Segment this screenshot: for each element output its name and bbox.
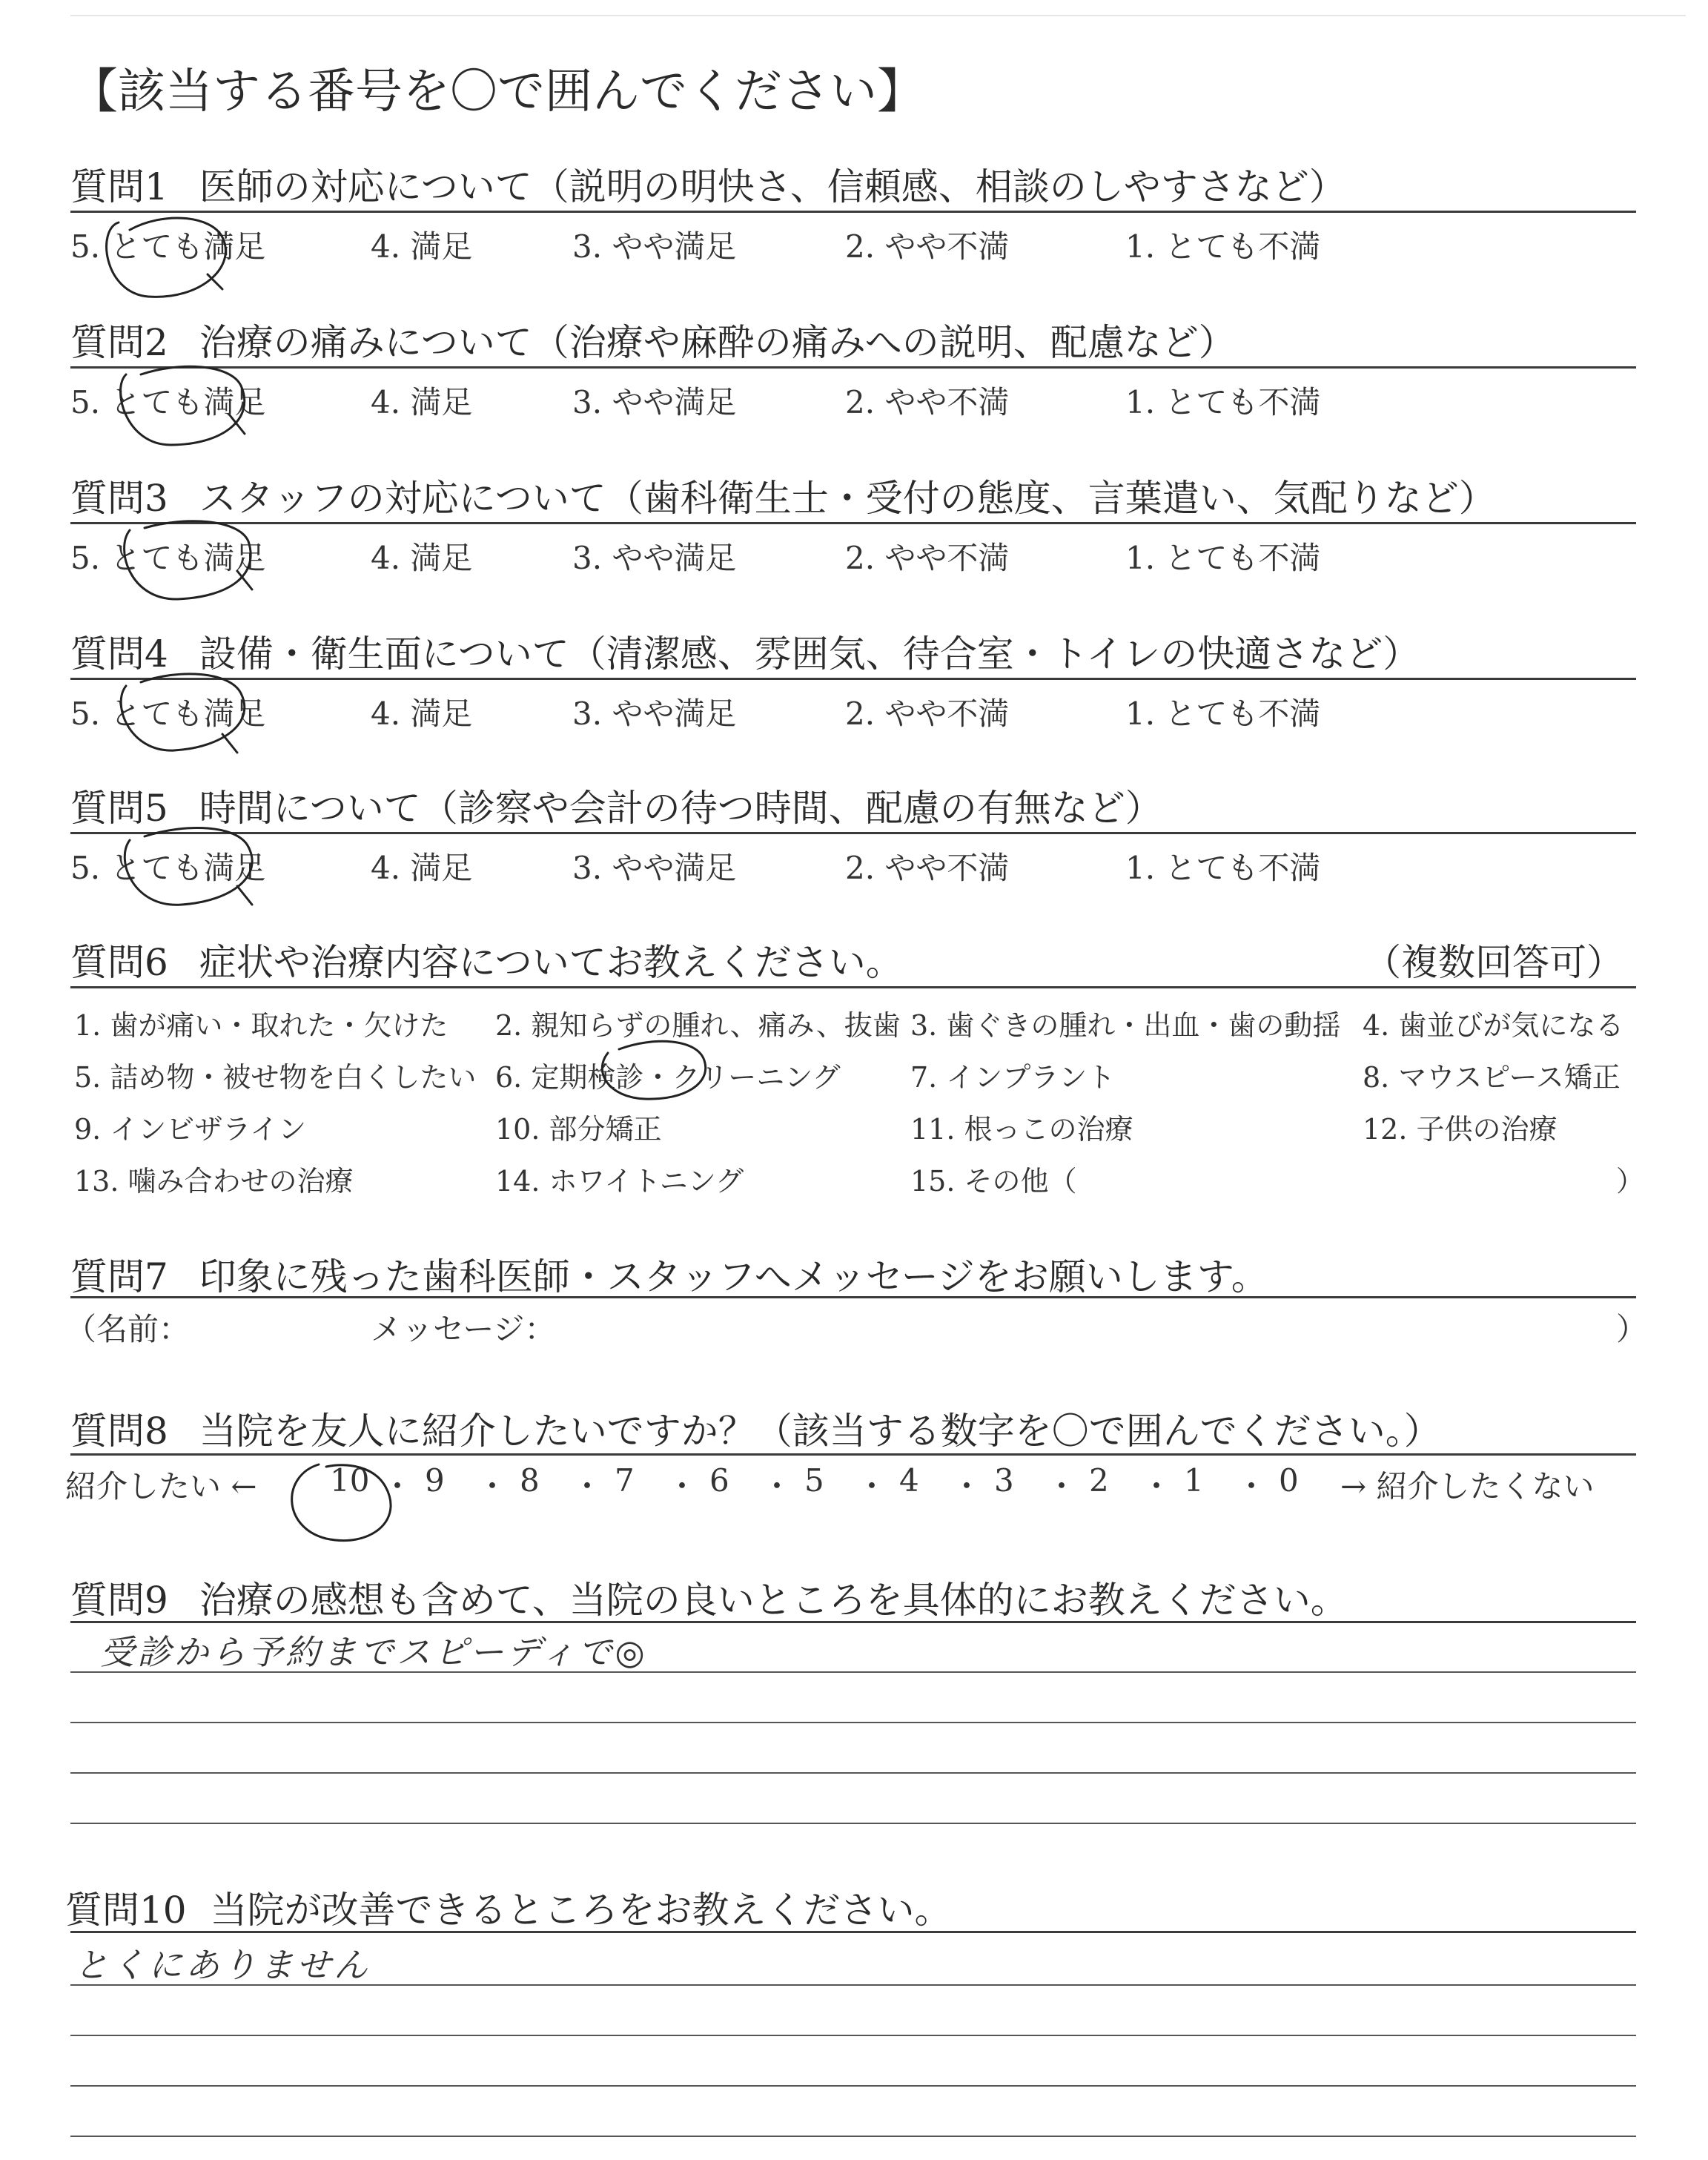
q8-scale-value-2[interactable]: 2 (1089, 1462, 1109, 1499)
q2-option-2[interactable]: 2. やや不満 (845, 384, 1010, 420)
q8-scale-separator: ・ (477, 1468, 509, 1505)
q2-text: 治療の痛みについて（治療や麻酔の痛みへの説明、配慮など） (199, 321, 1236, 364)
q8-scale-value-8[interactable]: 8 (520, 1462, 540, 1499)
q8-scale-value-3[interactable]: 3 (994, 1462, 1014, 1499)
q2-label: 質問2 (70, 321, 168, 364)
q6-option-10[interactable]: 10. 部分矯正 (495, 1113, 662, 1146)
q6-option-2[interactable]: 2. 親知らずの腫れ、痛み、抜歯 (495, 1009, 901, 1042)
q6-note: （複数回答可） (1364, 941, 1623, 984)
q8-right-label: → 紹介したくない (1340, 1468, 1595, 1505)
q8-scale-value-4[interactable]: 4 (899, 1462, 919, 1499)
q2-option-1[interactable]: 1. とても不満 (1125, 384, 1321, 420)
q5-option-4[interactable]: 4. 満足 (371, 850, 473, 886)
q9-label: 質問9 (70, 1579, 168, 1622)
q8-label: 質問8 (70, 1410, 168, 1453)
q6-option-14[interactable]: 14. ホワイトニング (495, 1165, 744, 1198)
q6-option-9[interactable]: 9. インビザライン (74, 1113, 307, 1146)
q6-option-15-close-paren: ） (1616, 1165, 1645, 1198)
q8-text: 当院を友人に紹介したいですか？（該当する数字を〇で囲んでください。） (199, 1410, 1441, 1453)
q3-selection-circle (125, 521, 252, 599)
q9-text: 治療の感想も含めて、当院の良いところを具体的にお教えください。 (199, 1579, 1348, 1622)
q5-label: 質問5 (70, 787, 168, 830)
q6-text: 症状や治療内容についてお教えください。 (199, 941, 903, 984)
q8-scale-separator: ・ (666, 1468, 698, 1505)
q3-option-1[interactable]: 1. とても不満 (1125, 540, 1321, 576)
q1-selection-circle (107, 218, 226, 297)
q6-option-8[interactable]: 8. マウスピース矯正 (1363, 1061, 1621, 1094)
q2-selection-circle (121, 366, 245, 445)
q4-text: 設備・衛生面について（清潔感、雰囲気、待合室・トイレの快適さなど） (199, 633, 1420, 676)
form-instruction-header: 【該当する番号を〇で囲んでください】 (70, 65, 924, 119)
q3-text: スタッフの対応について（歯科衛生士・受付の態度、言葉遣い、気配りなど） (199, 477, 1496, 520)
q4-option-2[interactable]: 2. やや不満 (845, 696, 1010, 732)
q5-selection-circle (125, 828, 252, 905)
q2-option-4[interactable]: 4. 満足 (371, 384, 473, 420)
q8-scale-value-6[interactable]: 6 (709, 1462, 729, 1499)
q2-option-5[interactable]: 5. とても満足 (70, 384, 266, 420)
q6-option-7[interactable]: 7. インプラント (910, 1061, 1116, 1094)
q8-scale-value-0[interactable]: 0 (1279, 1462, 1299, 1499)
q6-option-11[interactable]: 11. 根っこの治療 (910, 1113, 1133, 1146)
q8-scale-separator: ・ (1141, 1468, 1173, 1505)
q10-label: 質問10 (65, 1889, 187, 1932)
q1-option-3[interactable]: 3. やや満足 (572, 228, 737, 265)
q1-option-4[interactable]: 4. 満足 (371, 228, 473, 265)
q7-message-label: メッセージ： (371, 1311, 556, 1347)
q3-label: 質問3 (70, 477, 168, 520)
q8-selection-circle (292, 1464, 391, 1541)
q8-left-label: 紹介したい ← (65, 1468, 257, 1505)
q4-option-5[interactable]: 5. とても満足 (70, 696, 266, 732)
q6-label: 質問6 (70, 941, 168, 984)
q5-text: 時間について（診察や会計の待つ時間、配慮の有無など） (199, 787, 1162, 830)
q8-scale-value-5[interactable]: 5 (804, 1462, 824, 1499)
q3-option-5[interactable]: 5. とても満足 (70, 540, 266, 576)
q7-text: 印象に残った歯科医師・スタッフへメッセージをお願いします。 (199, 1255, 1268, 1298)
q8-scale-separator: ・ (1046, 1468, 1078, 1505)
q4-selection-circle (121, 674, 245, 753)
q8-scale-separator: ・ (951, 1468, 983, 1505)
q6-option-5[interactable]: 5. 詰め物・被せ物を白くしたい (74, 1061, 477, 1094)
q8-scale-separator: ・ (856, 1468, 888, 1505)
q7-name-label: （名前： (65, 1311, 191, 1347)
q6-option-12[interactable]: 12. 子供の治療 (1363, 1113, 1558, 1146)
q6-option-6[interactable]: 6. 定期検診・クリーニング (495, 1061, 841, 1094)
q1-option-5[interactable]: 5. とても満足 (70, 228, 266, 265)
q8-scale-separator: ・ (761, 1468, 793, 1505)
q8-scale-separator: ・ (1236, 1468, 1268, 1505)
q8-scale-value-9[interactable]: 9 (425, 1462, 445, 1499)
q6-option-3[interactable]: 3. 歯ぐきの腫れ・出血・歯の動揺 (910, 1009, 1341, 1042)
q6-option-1[interactable]: 1. 歯が痛い・取れた・欠けた (74, 1009, 448, 1042)
q8-scale-value-1[interactable]: 1 (1184, 1462, 1204, 1499)
q3-option-4[interactable]: 4. 満足 (371, 540, 473, 576)
q4-option-1[interactable]: 1. とても不満 (1125, 696, 1321, 732)
q1-option-2[interactable]: 2. やや不満 (845, 228, 1010, 265)
q7-close-paren: ） (1616, 1311, 1648, 1347)
q8-scale-value-7[interactable]: 7 (615, 1462, 635, 1499)
q9-answer-handwritten: 受診から予約までスピーディで◎ (100, 1632, 648, 1672)
q6-option-13[interactable]: 13. 噛み合わせの治療 (74, 1165, 354, 1198)
q5-option-1[interactable]: 1. とても不満 (1125, 850, 1321, 886)
q6-option-4[interactable]: 4. 歯並びが気になる (1363, 1009, 1624, 1042)
q5-option-2[interactable]: 2. やや不満 (845, 850, 1010, 886)
q10-answer-handwritten: とくにありません (74, 1945, 371, 1985)
q2-option-3[interactable]: 3. やや満足 (572, 384, 737, 420)
q6-selection-circle (602, 1041, 705, 1099)
q1-label: 質問1 (70, 165, 168, 208)
q1-option-1[interactable]: 1. とても不満 (1125, 228, 1321, 265)
q4-option-3[interactable]: 3. やや満足 (572, 696, 737, 732)
q8-scale-separator: ・ (382, 1468, 414, 1505)
q7-label: 質問7 (70, 1255, 168, 1298)
q3-option-3[interactable]: 3. やや満足 (572, 540, 737, 576)
q1-text: 医師の対応について（説明の明快さ、信頼感、相談のしやすさなど） (199, 165, 1346, 208)
q4-label: 質問4 (70, 633, 168, 676)
q6-option-15[interactable]: 15. その他（ (910, 1165, 1077, 1198)
q3-option-2[interactable]: 2. やや不満 (845, 540, 1010, 576)
q10-text: 当院が改善できるところをお教えください。 (210, 1889, 952, 1932)
q4-option-4[interactable]: 4. 満足 (371, 696, 473, 732)
q8-scale-separator: ・ (572, 1468, 603, 1505)
q8-scale-value-10[interactable]: 10 (330, 1462, 370, 1499)
q5-option-5[interactable]: 5. とても満足 (70, 850, 266, 886)
q5-option-3[interactable]: 3. やや満足 (572, 850, 737, 886)
